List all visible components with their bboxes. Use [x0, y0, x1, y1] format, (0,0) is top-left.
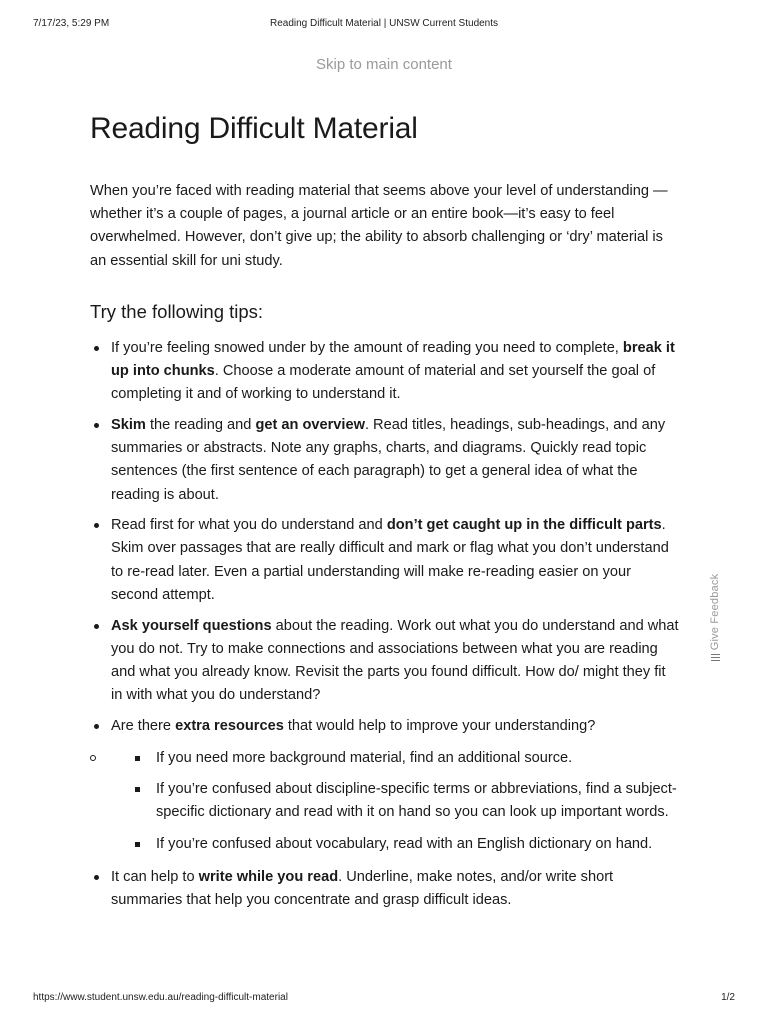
list-item: Ask yourself questions about the reading. Work out what you do understand and what you do not. Try to make connections and associations between what you are reading and what you already know. Revisit the parts you found difficult. How do/ might they fit in with what you do understand? — [90, 615, 680, 708]
print-page-number: 1/2 — [721, 992, 735, 1003]
sub-list-item: If you’re confused about vocabulary, read with an English dictionary on hand. — [135, 833, 680, 856]
sub-list-item: If you need more background material, find an additional source. — [135, 747, 680, 770]
print-footer — [33, 992, 735, 1003]
sub-tips-list — [135, 747, 680, 856]
give-feedback-tab[interactable] — [704, 568, 728, 668]
feedback-icon — [711, 654, 720, 661]
list-item: Skim the reading and get an overview. Read titles, headings, sub-headings, and any summaries or abstracts. Note any graphs, charts, and diagrams. Quickly read topic sentences (the first sentence of each paragraph) to get a general idea of what the reading is about. — [90, 414, 680, 507]
list-item: It can help to write while you read. Underline, make notes, and/or write short summaries that help you concentrate and grasp difficult ideas. — [90, 866, 680, 912]
tips-heading: Try the following tips: — [90, 300, 264, 322]
print-page-title: Reading Difficult Material | UNSW Current Students — [269, 18, 499, 29]
skip-to-main-link[interactable]: Skip to main content — [316, 56, 452, 73]
sub-list-item: If you’re confused about discipline-specific terms or abbreviations, find a subject-specific dictionary and read with it on hand so you can look up important words. — [135, 778, 680, 824]
tips-list — [90, 337, 680, 912]
list-item: Read first for what you do understand and don’t get caught up in the difficult parts. Skim over passages that are really difficult and mark or flag what you don’t understand to re-read later. Even a partial understanding will make re-reading easier on your second attempt. — [90, 514, 680, 607]
main-content — [90, 112, 680, 920]
circle-bullet-icon — [90, 755, 96, 761]
print-url: https://www.student.unsw.edu.au/reading-difficult-material — [33, 992, 288, 1003]
list-item: If you’re feeling snowed under by the amount of reading you need to complete, break it up into chunks. Choose a moderate amount of material and set yourself the goal of completing it and of working to understand it. — [90, 337, 680, 407]
list-item: Are there extra resources that would help to improve your understanding? — [90, 715, 680, 738]
page-title: Reading Difficult Material — [90, 112, 418, 145]
nested-list-holder — [90, 747, 680, 856]
print-header — [33, 18, 735, 29]
intro-paragraph: When you’re faced with reading material that seems above your level of understanding —whether it’s a couple of pages, a journal article or an entire book—it’s easy to feel overwhelmed. However, don’t give up; the ability to absorb challenging or ‘dry’ material is an essential skill for uni study. — [90, 183, 668, 269]
give-feedback-label[interactable]: Give Feedback — [709, 573, 721, 651]
print-datetime: 7/17/23, 5:29 PM — [33, 18, 110, 29]
